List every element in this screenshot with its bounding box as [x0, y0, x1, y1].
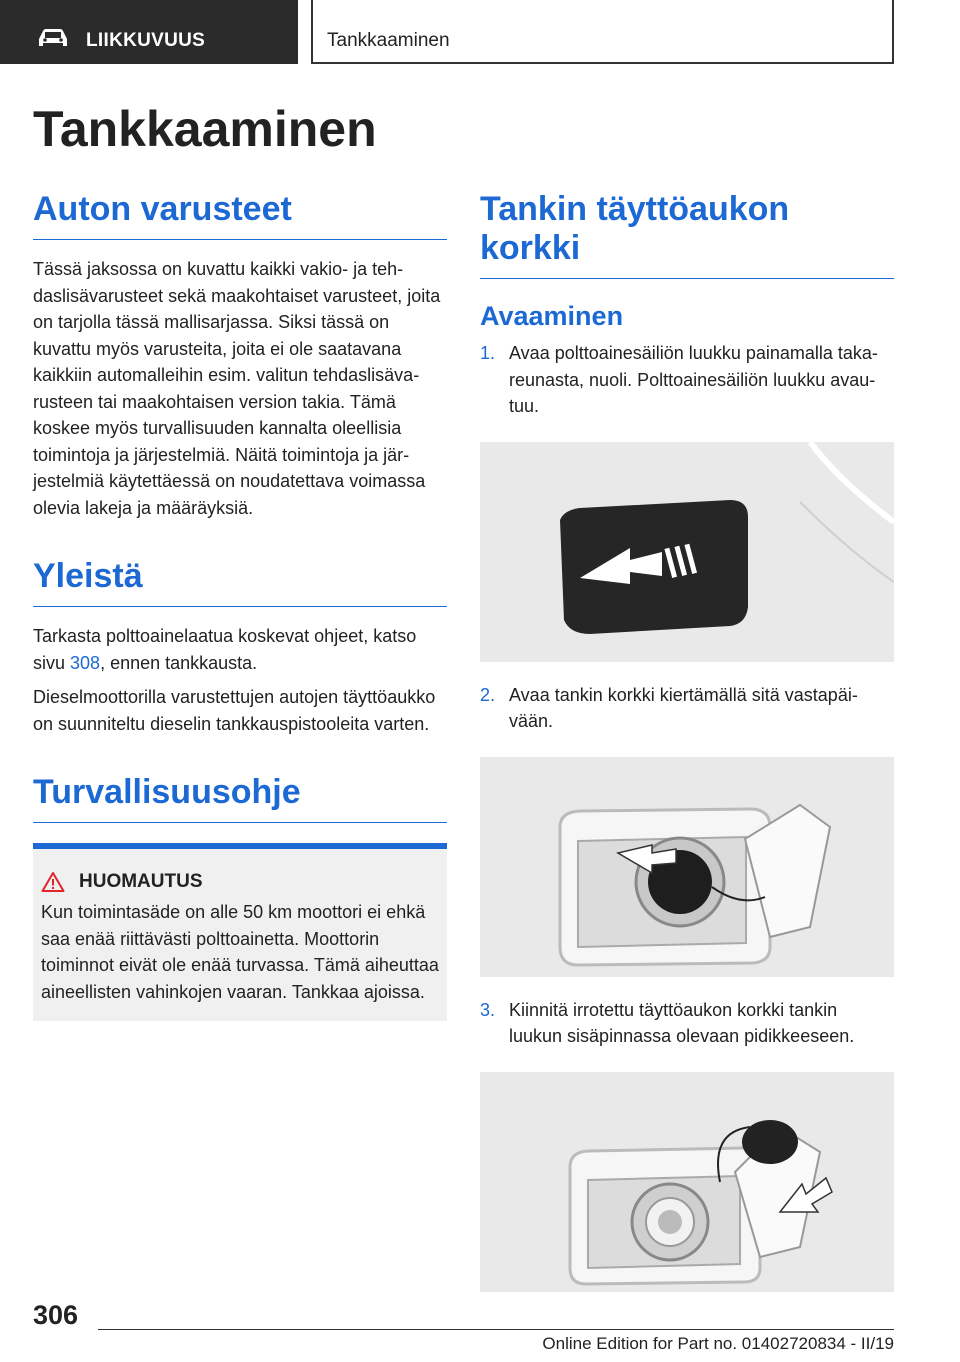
car-icon [36, 27, 70, 49]
general-paragraph-1 [33, 623, 447, 676]
subsection-title-opening: Avaaminen [480, 301, 624, 331]
warning-box [33, 843, 447, 1021]
page-link[interactable]: 308 [70, 652, 101, 673]
equipment-paragraph: Tässä jaksossa on kuvattu kaikki vakio- ja tehdaslisävarusteet sekä maakohtaiset varusteet, joita on tarjolla tässä mallisarjassa. Siksi tässä on kuvattu myös varusteita, joita ei ole saatavana kaikkiin automalleihin esim. valitun tehdaslisävarusteen tai maakohtaisen version takia. Tämä koskee myös turvallisuuden kannalta oleellisia toimintoja ja järjestelmiä. Näitä toimintoja ja järjestelmiä käytettäessä on noudatettava voimassa olevia lakeja ja määräyksiä. [33, 259, 441, 518]
section-tab-label: LIIKKUVUUS [86, 30, 206, 51]
cap-attached-illustration [480, 1072, 894, 1292]
step-text: Kiinnitä irrotettu täyttöaukon korkki tankin luukun sisäpinnassa olevaan pidikkeeseen. [509, 999, 855, 1046]
breadcrumb-box [311, 0, 894, 64]
step-number: 1. [480, 343, 496, 363]
step-text: Avaa tankin korkki kiertämällä sitä vastapäivään. [509, 684, 858, 731]
figure-cap-attached [480, 1072, 894, 1292]
page-number: 306 [33, 1300, 79, 1330]
footer-edition: Online Edition for Part no. 01402720834 - II/19 [542, 1334, 894, 1353]
figure-cap-unscrew [480, 757, 894, 977]
warning-header [41, 871, 439, 893]
section-title-general: Yleistä [33, 557, 447, 607]
step-item [480, 340, 894, 420]
step-item [480, 682, 894, 735]
right-column [480, 190, 894, 1292]
breadcrumb: Tankkaaminen [327, 30, 450, 51]
section-title-fuel-cap: Tankin täyttöaukon korkki [480, 190, 894, 279]
figure-fuel-flap-closed [480, 442, 894, 662]
step-number: 3. [480, 999, 496, 1020]
warning-text: Kun toimintasäde on alle 50 km moottori ei ehkä saa enää riittävästi polttoainetta. Moottorin toiminnot eivät ole enää turvassa. Tämä aiheuttaa aineellisten vahinkojen vaaran. Tankkaa ajoissa. [41, 902, 439, 1002]
step-number: 2. [480, 684, 496, 705]
warning-icon [41, 871, 65, 893]
section-title-equipment: Auton varusteet [33, 190, 447, 240]
section-title-safety: Turvallisuusohje [33, 773, 447, 823]
warning-title: HUOMAUTUS [79, 871, 203, 892]
general-text-b: , ennen tankkausta. [100, 652, 258, 673]
page-title: Tankkaaminen [33, 101, 377, 157]
step-item [480, 997, 894, 1050]
left-column [33, 190, 447, 1021]
cap-unscrew-illustration [480, 757, 894, 977]
general-text-a: Tarkasta polttoainelaatua koskevat ohjeet, katso sivu [33, 626, 417, 673]
section-tab[interactable] [0, 0, 298, 64]
footer-divider [98, 1329, 894, 1330]
step-text: Avaa polttoainesäiliön luukku painamalla takareunasta, nuoli. Polttoainesäiliön luukku avautuu. [509, 343, 878, 416]
fuel-flap-illustration [480, 442, 894, 662]
general-paragraph-2: Dieselmoottorilla varustettujen autojen täyttöaukko on suunniteltu dieselin tankkauspistooleita varten. [33, 687, 436, 734]
